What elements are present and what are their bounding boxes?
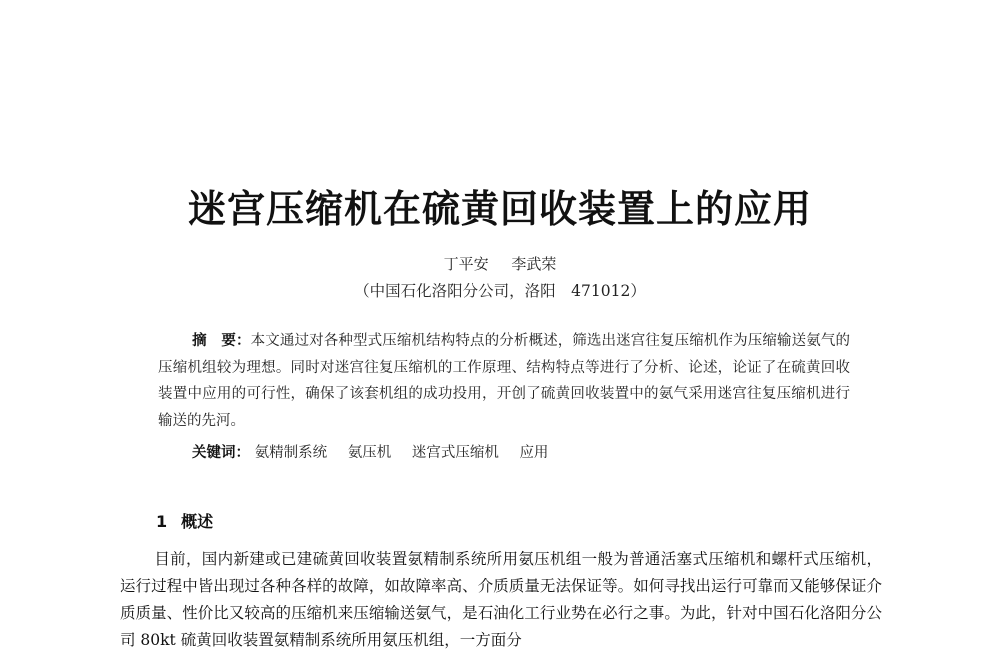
keywords-label: 关键词： — [192, 445, 250, 461]
author-list — [0, 253, 1000, 274]
keyword: 迷宫式压缩机 — [411, 445, 499, 461]
body-paragraph-text: 目前，国内新建或已建硫黄回收装置氨精制系统所用氨压机组一般为普通活塞式压缩机和螺杆式压缩机，运行过程中皆出现过各种各样的故障，如故障率高、介质质量无法保证等。如何寻找出运行可靠而又能够保证介质质量、性价比又较高的压缩机来压缩输送氨气，是石油化工行业势在必行之事。为此，针对中国石化洛阳分公司 80kt 硫黄回收装置氨精制系统所用氨压机组，一方面分 — [120, 550, 882, 649]
keyword: 应用 — [519, 445, 549, 461]
section-title: 概述 — [181, 512, 214, 531]
body-paragraph — [120, 546, 882, 654]
keyword: 氨压机 — [347, 445, 392, 461]
author-affiliation: （中国石化洛阳分公司，洛阳 471012） — [354, 282, 646, 300]
author-name: 丁平安 — [443, 255, 489, 273]
abstract-block — [158, 328, 850, 434]
paper-title: 迷宫压缩机在硫黄回收装置上的应用 — [187, 187, 812, 231]
keywords-block — [192, 441, 852, 462]
author-name: 李武荣 — [511, 255, 557, 273]
abstract-label: 摘 要： — [192, 333, 251, 349]
section-heading — [156, 509, 213, 532]
section-number: 1 — [156, 512, 168, 531]
abstract-text: 本文通过对各种型式压缩机结构特点的分析概述，筛选出迷宫往复压缩机作为压缩输送氨气的压缩机组较为理想。同时对迷宫往复压缩机的工作原理、结构特点等进行了分析、论述，论证了在硫黄回收装置中应用的可行性，确保了该套机组的成功投用，开创了硫黄回收装置中的氨气采用迷宫往复压缩机进行输送的先河。 — [158, 333, 851, 429]
keyword: 氨精制系统 — [254, 445, 328, 461]
